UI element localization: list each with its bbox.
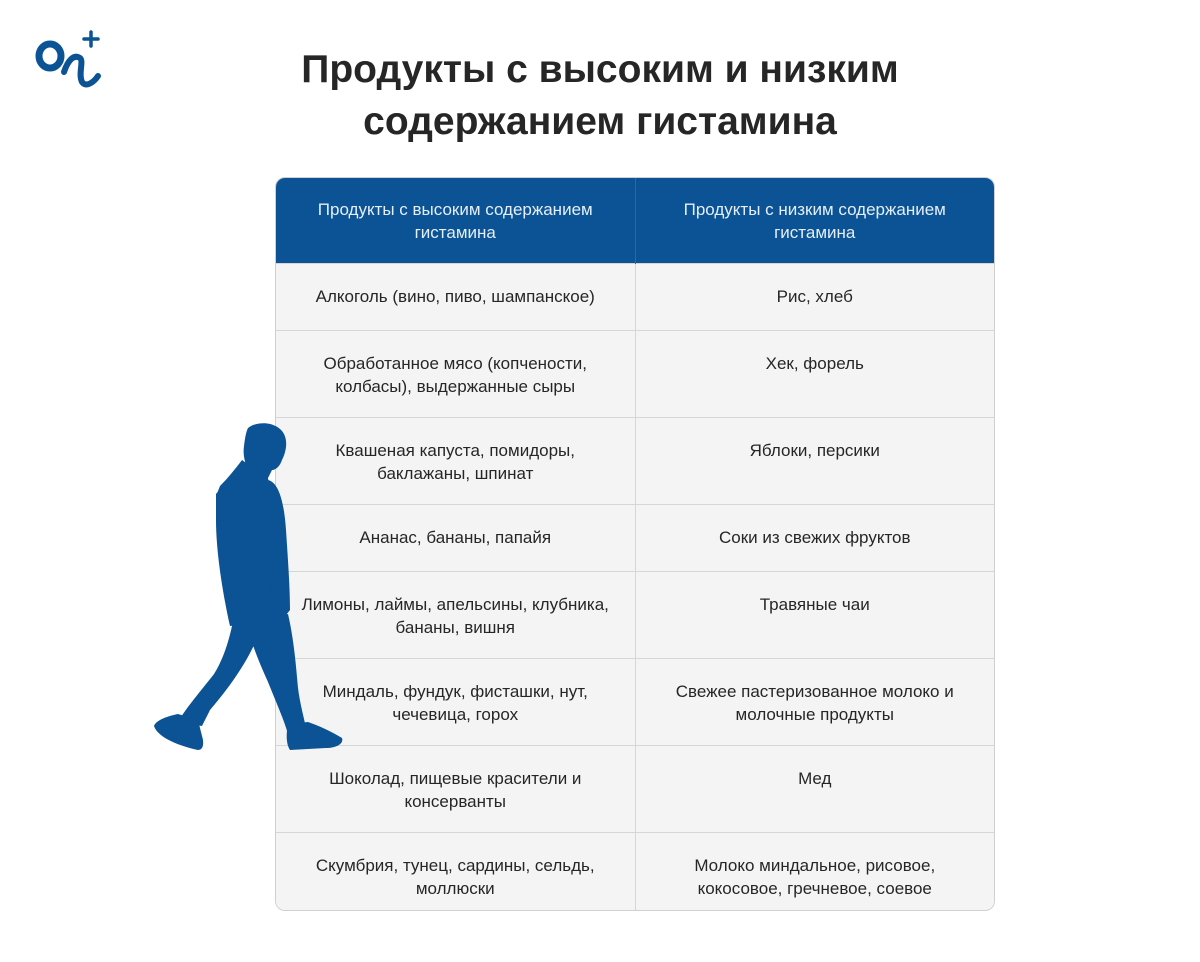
cell-high: Скумбрия, тунец, сардины, сельдь, моллюски: [276, 833, 635, 912]
cell-high: Миндаль, фундук, фисташки, нут, чечевица, горох: [276, 659, 635, 746]
table-row: [276, 572, 994, 659]
table-row: [276, 331, 994, 418]
cell-low: Молоко миндальное, рисовое, кокосовое, гречневое, соевое: [635, 833, 994, 912]
table-header-row: [276, 178, 994, 264]
cell-high: Ананас, бананы, папайя: [276, 505, 635, 572]
cell-high: Квашеная капуста, помидоры, баклажаны, шпинат: [276, 418, 635, 505]
histamine-table: [275, 177, 995, 911]
cell-low: Соки из свежих фруктов: [635, 505, 994, 572]
title-line-2: содержанием гистамина: [363, 100, 837, 143]
cell-high: Лимоны, лаймы, апельсины, клубника, бананы, вишня: [276, 572, 635, 659]
header-high-histamine: Продукты с высоким содержанием гистамина: [276, 178, 635, 264]
cell-low: Свежее пастеризованное молоко и молочные продукты: [635, 659, 994, 746]
table-row: [276, 659, 994, 746]
page-title: [0, 44, 1200, 148]
table-row: [276, 833, 994, 912]
cell-high: Шоколад, пищевые красители и консерванты: [276, 746, 635, 833]
cell-high: Обработанное мясо (копчености, колбасы), выдержанные сыры: [276, 331, 635, 418]
table-row: [276, 418, 994, 505]
cell-high: Алкоголь (вино, пиво, шампанское): [276, 264, 635, 331]
cell-low: Яблоки, персики: [635, 418, 994, 505]
table-row: [276, 505, 994, 572]
header-low-histamine: Продукты с низким содержанием гистамина: [635, 178, 994, 264]
cell-low: Травяные чаи: [635, 572, 994, 659]
cell-low: Рис, хлеб: [635, 264, 994, 331]
cell-low: Мед: [635, 746, 994, 833]
cell-low: Хек, форель: [635, 331, 994, 418]
title-line-1: Продукты с высоким и низким: [301, 48, 899, 91]
table-row: [276, 264, 994, 331]
walking-person-icon: [150, 420, 350, 755]
table-row: [276, 746, 994, 833]
